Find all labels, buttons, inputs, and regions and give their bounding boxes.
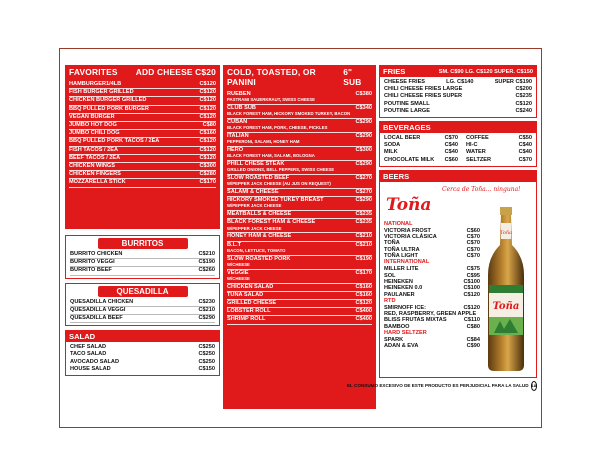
quesadilla-list xyxy=(70,299,215,324)
list-item xyxy=(69,155,216,163)
item-price: C$120 xyxy=(199,154,216,161)
item-price: C$40 xyxy=(518,142,532,149)
list-item xyxy=(227,316,372,324)
item-price: C$210 xyxy=(198,251,215,257)
favorites-extra: ADD CHEESE C$20 xyxy=(135,67,216,77)
list-item xyxy=(70,315,215,323)
list-item xyxy=(227,233,372,241)
item-name: CHICKEN BURGER GRILLED xyxy=(69,97,147,104)
right-pair xyxy=(466,149,532,156)
favorites-list xyxy=(69,81,216,188)
item-name-block xyxy=(227,270,250,282)
favorites-panel xyxy=(65,65,220,229)
item-name: BBQ PULLED PORK BURGER xyxy=(69,105,149,112)
item-price: C$250 xyxy=(198,344,215,351)
item-name: LOCAL BEER xyxy=(384,135,421,142)
item-price: C$120 xyxy=(515,100,532,107)
item-name: TACO SALAD xyxy=(70,351,107,358)
item-price: C$270 xyxy=(355,189,372,195)
list-item xyxy=(227,105,372,119)
item-price: C$240 xyxy=(515,107,532,114)
list-item xyxy=(227,284,372,292)
item-price: C$260 xyxy=(198,267,215,274)
item-name: GRILLED CHEESE xyxy=(227,300,277,307)
list-item xyxy=(227,119,372,133)
item-description: W/PEPPER JACK CHEESE xyxy=(227,203,282,209)
quesadilla-title: QUESADILLA xyxy=(98,286,188,297)
item-price: C$235 xyxy=(355,211,372,218)
item-name: CHILI CHEESE FRIES LARGE xyxy=(384,86,463,93)
item-name: MEATBALLS & CHEESE xyxy=(227,211,292,218)
item-name-block xyxy=(227,308,271,315)
list-item xyxy=(227,161,372,175)
item-name: VICTORIA FROST xyxy=(384,227,431,234)
item-name: BLACK FOREST HAM & CHEESE xyxy=(227,219,316,226)
item-price: C$400 xyxy=(355,316,372,323)
item-description: W/CHEESE xyxy=(227,261,250,267)
item-name-block xyxy=(227,300,276,307)
item-price: C$290 xyxy=(355,197,372,204)
item-price: C$80 xyxy=(202,122,216,129)
item-price: C$120 xyxy=(199,105,216,112)
burritos-title: BURRITOS xyxy=(98,238,188,249)
item-price: SUPER C$190 xyxy=(494,79,532,85)
item-name-block xyxy=(227,175,331,187)
item-name: HOUSE SALAD xyxy=(70,365,111,372)
item-price: C$70 xyxy=(466,240,480,247)
subs-list xyxy=(227,91,372,325)
list-item xyxy=(70,307,215,315)
item-description: W/PEPPER JACK CHEESE xyxy=(227,225,282,231)
item-price: C$300 xyxy=(355,147,372,153)
beverages-title: BEVERAGES xyxy=(380,122,536,133)
fries-sizes: SM. C$90 LG. C$120 SUPER. C$150 xyxy=(438,68,533,75)
item-name: CHOCOLATE MILK xyxy=(384,156,435,163)
list-item xyxy=(69,81,216,89)
item-name-block xyxy=(227,211,291,218)
item-price: C$70 xyxy=(466,253,480,260)
item-price: C$120 xyxy=(199,146,216,153)
item-name: CHICKEN FINGERS xyxy=(69,171,121,178)
item-name: TUNA SALAD xyxy=(227,291,264,298)
item-price: C$95 xyxy=(466,272,480,279)
item-name: TOÑA LIGHT xyxy=(384,253,418,260)
item-name: HICKORY SMOKED TUKEY BREAST xyxy=(227,197,324,204)
item-description: W/CHEESE xyxy=(227,275,250,281)
item-name: FISH TACOS / 2EA xyxy=(69,146,119,153)
item-name: BURRITO VEGGI xyxy=(70,259,115,266)
list-item xyxy=(227,175,372,189)
list-item xyxy=(227,308,372,316)
item-price: C$380 xyxy=(355,91,372,97)
list-item xyxy=(384,108,532,115)
item-price: C$110 xyxy=(463,317,480,324)
item-name: CHICKEN WINGS xyxy=(69,163,115,170)
item-price: C$235 xyxy=(355,219,372,226)
beer-group-title: HARD SELTZER xyxy=(384,329,427,336)
item-name: FISH BURGER GRILLED xyxy=(69,89,134,96)
item-price: C$40 xyxy=(444,149,458,156)
list-item xyxy=(70,351,215,358)
item-description: BLACK FOREST HAM, SALAMI, BOLOGNA xyxy=(227,153,315,159)
item-price: C$100 xyxy=(463,278,480,285)
item-name: WATER xyxy=(466,149,486,156)
item-price: C$160 xyxy=(199,130,216,137)
item-name: VEGGIE xyxy=(227,269,249,276)
list-item xyxy=(69,122,216,130)
item-description: BLACK FOREST HAM, HICKORY SMOKED TURKEY, BACON xyxy=(227,111,351,117)
list-item xyxy=(227,256,372,270)
list-item xyxy=(227,219,372,233)
item-name: HERO xyxy=(227,147,244,153)
item-price: C$120 xyxy=(199,81,216,87)
item-price: C$70 xyxy=(518,156,532,163)
item-name: ITALIAN xyxy=(227,133,249,139)
item-price: C$90 xyxy=(466,343,480,350)
list-item xyxy=(69,179,216,187)
item-price: C$70 xyxy=(444,135,458,142)
item-name: SLOW ROASTED PORK xyxy=(227,255,291,262)
item-price: C$235 xyxy=(515,93,532,100)
item-price: C$190 xyxy=(198,259,215,266)
list-item xyxy=(227,91,372,105)
item-description: BLACK FOREST HAM, PORK, CHEESE, PICKLES xyxy=(227,125,328,131)
item-name: LOBSTER ROLL xyxy=(227,308,271,315)
list-item xyxy=(384,157,532,164)
list-item xyxy=(384,142,532,149)
beer-group-title: INTERNATIONAL xyxy=(384,259,430,266)
item-price: C$210 xyxy=(198,306,215,313)
item-name: CHEESE FRIES xyxy=(384,79,426,85)
item-name: TOÑA ULTRA xyxy=(384,246,420,253)
item-name: PAULANER xyxy=(384,291,415,298)
item-price: C$120 xyxy=(199,138,216,145)
beverages-list xyxy=(380,133,536,166)
item-price: C$210 xyxy=(355,233,372,240)
item-name-block xyxy=(227,219,315,231)
burritos-section xyxy=(65,235,220,279)
item-name: TOÑA xyxy=(384,240,400,247)
item-name-block xyxy=(227,133,300,145)
list-item xyxy=(70,359,215,366)
right-pair xyxy=(466,142,532,149)
beers-title: BEERS xyxy=(380,171,536,182)
item-price: C$120 xyxy=(199,97,216,104)
item-name: HAMBURGER1/4LB xyxy=(69,81,122,87)
item-name: CUBAN xyxy=(227,119,248,125)
list-item xyxy=(69,114,216,122)
item-price: C$290 xyxy=(198,315,215,322)
item-name-block xyxy=(227,189,279,196)
burritos-list xyxy=(70,251,215,276)
item-price: C$70 xyxy=(466,234,480,241)
list-item xyxy=(227,189,372,197)
item-price: C$120 xyxy=(355,300,372,307)
item-name-block xyxy=(227,292,263,299)
menu-sheet xyxy=(59,48,542,428)
item-name-block xyxy=(227,316,265,323)
list-item xyxy=(69,97,216,105)
item-name-block xyxy=(227,161,334,173)
list-item xyxy=(384,135,532,142)
list-item xyxy=(227,197,372,211)
item-description: PEPPERONI, SALAMI, HONEY HAM xyxy=(227,139,300,145)
item-name: HONEY HAM & CHEESE xyxy=(227,233,292,240)
item-price: C$60 xyxy=(466,227,480,234)
item-name: BLISS FRUTAS MIXTAS xyxy=(384,317,447,324)
subs-title: COLD, TOASTED, OR PANINI xyxy=(227,67,316,87)
fries-list xyxy=(380,77,536,117)
item-name: BURRITO BEEF xyxy=(70,267,112,274)
item-name: CLUB SUB xyxy=(227,105,256,111)
left-pair xyxy=(384,157,458,164)
item-price: C$290 xyxy=(355,119,372,125)
item-name: QUESADILLA BEEF xyxy=(70,315,123,322)
list-item xyxy=(227,242,372,256)
item-name-block xyxy=(227,105,350,117)
list-item xyxy=(70,251,215,259)
item-name: COFFEE xyxy=(466,135,489,142)
list-item xyxy=(70,259,215,267)
item-name-block xyxy=(227,119,328,131)
item-price: C$210 xyxy=(355,241,372,248)
item-price: C$84 xyxy=(466,336,480,343)
item-price: C$340 xyxy=(355,105,372,111)
list-item xyxy=(70,366,215,373)
item-name: HI-C xyxy=(466,142,478,149)
list-item xyxy=(69,106,216,114)
item-price: C$300 xyxy=(199,163,216,170)
svg-text:Toña: Toña xyxy=(492,300,520,312)
left-pair xyxy=(384,142,458,149)
item-price: C$100 xyxy=(463,285,480,292)
health-warning xyxy=(346,381,537,391)
beers-section xyxy=(379,170,537,378)
item-price: C$160 xyxy=(355,283,372,290)
item-name: QUESADILLA VEGGI xyxy=(70,306,126,313)
right-pair xyxy=(466,135,532,142)
item-price: C$60 xyxy=(444,156,458,163)
item-name: CHICKEN SALAD xyxy=(227,283,274,290)
list-item xyxy=(227,292,372,300)
item-price: C$75 xyxy=(466,266,480,273)
subs-header xyxy=(227,67,372,87)
item-name-block xyxy=(227,147,315,159)
item-name: JUMBO HOT DOG xyxy=(69,122,117,129)
item-name: POUTINE SMALL xyxy=(384,100,430,107)
item-price: C$200 xyxy=(515,86,532,93)
health-warning-text: EL CONSUMO EXCESIVO DE ESTE PRODUCTO ES PERJUDICIAL PARA LA SALUD xyxy=(346,383,529,389)
beverages-section xyxy=(379,121,537,167)
list-item xyxy=(384,149,532,156)
list-item xyxy=(70,344,215,351)
item-description: GRILLED ONIONS, BELL PEPPERS, SWISS CHEESE xyxy=(227,167,335,173)
right-pair xyxy=(466,157,532,164)
item-name: MOZZARELLA STICK xyxy=(69,179,126,186)
item-name: MILK xyxy=(384,149,398,156)
left-column xyxy=(65,65,220,376)
item-price: C$120 xyxy=(199,113,216,120)
item-price: C$70 xyxy=(466,246,480,253)
item-name: BBQ PULLED PORK TACOS / 2EA xyxy=(69,138,160,145)
item-name: JUMBO CHILI DOG xyxy=(69,130,120,137)
item-name: VEGAN BURGER xyxy=(69,113,115,120)
quesadilla-section xyxy=(65,283,220,327)
subs-panel xyxy=(223,65,376,409)
item-price: C$230 xyxy=(198,298,215,305)
subs-column xyxy=(223,65,376,409)
item-name: AVOCADO SALAD xyxy=(70,358,119,365)
item-description: W/PEPPER JACK CHEESE (AU JUS ON REQUEST) xyxy=(227,181,331,187)
list-item xyxy=(227,133,372,147)
item-price: C$120 xyxy=(463,304,480,311)
item-description: BACON, LETTUCE, TOMATO xyxy=(227,247,286,253)
list-item xyxy=(69,163,216,171)
list-item xyxy=(69,130,216,138)
favorites-title: FAVORITES xyxy=(69,67,118,77)
item-price: C$40 xyxy=(518,149,532,156)
subs-size: 6" SUB xyxy=(343,67,362,87)
item-name: SELTZER xyxy=(466,156,492,163)
salad-title: SALAD xyxy=(66,331,219,342)
item-name: RUEBEN xyxy=(227,91,251,97)
item-name: QUESADILLA CHICKEN xyxy=(70,298,134,305)
item-price: C$50 xyxy=(518,135,532,142)
item-description: PASTRAMI SAUERKRAUT, SWISS CHEESE xyxy=(227,97,316,103)
list-item xyxy=(227,211,372,219)
list-item xyxy=(70,267,215,275)
fries-section xyxy=(379,65,537,118)
salad-list xyxy=(66,342,219,375)
item-name-block xyxy=(227,91,315,103)
item-name: BEEF TACOS / 2EA xyxy=(69,154,121,161)
item-price: C$400 xyxy=(355,308,372,315)
beer-group-title: RTD xyxy=(384,297,396,304)
item-price: C$170 xyxy=(199,179,216,186)
item-name: CHEF SALAD xyxy=(70,344,107,351)
list-item xyxy=(384,86,532,93)
item-price: C$160 xyxy=(355,291,372,298)
item-price: C$170 xyxy=(355,269,372,276)
item-price: C$270 xyxy=(355,175,372,181)
svg-text:Toña: Toña xyxy=(499,229,513,236)
beers-list xyxy=(384,221,480,350)
fries-header xyxy=(380,66,536,77)
item-price: C$120 xyxy=(463,291,480,298)
item-price: C$280 xyxy=(199,171,216,178)
list-item xyxy=(227,147,372,161)
list-item xyxy=(69,89,216,97)
item-name: RED, RASPBERRY, GREEN APPLE xyxy=(384,311,477,318)
item-name: VICTORIA CLÁSICA xyxy=(384,234,437,241)
item-price: C$290 xyxy=(355,133,372,139)
tona-logo: Toña xyxy=(386,194,432,215)
item-name: HEINEKEN 0.0 xyxy=(384,285,423,292)
beer-group-title: NATIONAL xyxy=(384,220,413,227)
item-name-block xyxy=(227,284,273,291)
list-item xyxy=(384,93,532,100)
item-name: SHRIMP ROLL xyxy=(227,316,266,323)
item-name-block xyxy=(227,242,285,254)
item-name: PHILL CHESE STEAK xyxy=(227,161,285,167)
item-name: SLOW ROASTED BEEF xyxy=(227,175,290,181)
favorites-header xyxy=(69,67,216,77)
item-price: C$80 xyxy=(466,323,480,330)
item-name: CHILI CHEESE FRIES SUPER xyxy=(384,93,463,100)
list-item xyxy=(384,101,532,108)
item-name: MILLER LITE xyxy=(384,266,419,273)
item-name: SMIRNOFF ICE: xyxy=(384,304,426,311)
list-item xyxy=(69,171,216,179)
age-18-badge-icon: 18 xyxy=(531,381,537,391)
item-name-block xyxy=(227,256,290,268)
item-mid-price: LG. C$140 xyxy=(446,79,474,85)
list-item xyxy=(227,270,372,284)
item-name: ADAN & EVA xyxy=(384,343,419,350)
item-price: C$150 xyxy=(198,365,215,372)
beers-tagline: Cerca de Toña... ninguna! xyxy=(442,185,521,193)
item-name: POUTINE LARGE xyxy=(384,107,430,114)
item-price: C$190 xyxy=(355,255,372,262)
fries-title: FRIES xyxy=(383,67,406,76)
list-item xyxy=(69,147,216,155)
item-price: C$250 xyxy=(198,351,215,358)
item-name: BAMBOO xyxy=(384,323,410,330)
list-item xyxy=(384,343,480,349)
beer-bottle-image xyxy=(480,205,532,373)
left-pair xyxy=(384,149,458,156)
salad-section xyxy=(65,330,220,376)
item-name: B.L.T xyxy=(227,241,241,248)
item-name: HEINEKEN xyxy=(384,278,413,285)
list-item xyxy=(227,300,372,308)
item-name: BURRITO CHICKEN xyxy=(70,251,123,257)
item-name: SODA xyxy=(384,142,401,149)
item-name: SALAMI & CHEESE xyxy=(227,189,279,195)
item-name-block xyxy=(227,233,291,240)
list-item xyxy=(384,79,532,86)
list-item xyxy=(69,138,216,146)
item-price: C$40 xyxy=(444,142,458,149)
left-pair xyxy=(384,135,458,142)
item-price: C$250 xyxy=(198,358,215,365)
item-name-block xyxy=(227,197,324,209)
list-item xyxy=(70,299,215,307)
item-price: C$290 xyxy=(355,161,372,167)
item-price: C$120 xyxy=(199,89,216,96)
item-name: SPARK xyxy=(384,336,404,343)
item-name: SOL xyxy=(384,272,396,279)
